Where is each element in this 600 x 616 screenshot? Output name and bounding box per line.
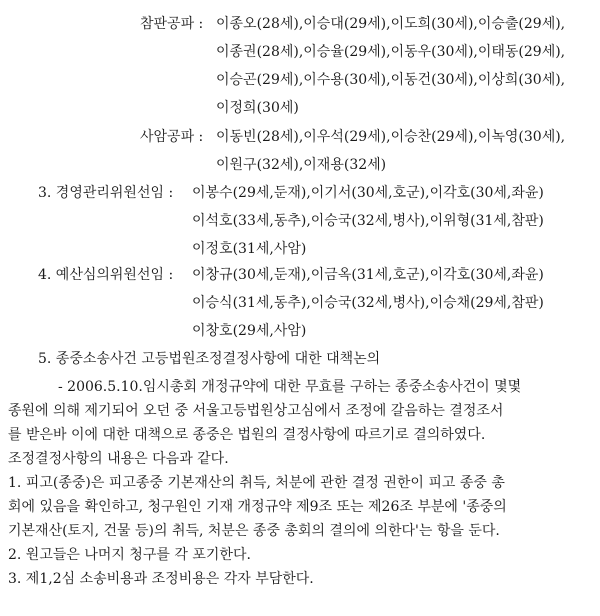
champan-line-4: 이정희(30세): [216, 100, 299, 116]
item4-line-3: 이창호(29세,사암): [192, 323, 307, 339]
item3-line-2: 이석호(33세,동추),이승국(32세,병사),이위형(31세,참판): [192, 213, 544, 229]
saam-label: 사암공파 :: [140, 129, 204, 145]
saam-line-1: 이동빈(28세),이우석(29세),이승찬(29세),이녹영(30세),: [216, 129, 566, 145]
item5-heading: 5. 종중소송사건 고등법원조정결정사항에 대한 대책논의: [38, 351, 381, 367]
item5-para-line-2: 종원에 의해 제기되어 오던 중 서울고등법원상고심에서 조정에 갈음하는 결정조서: [8, 403, 504, 419]
item5-point-1a: 1. 피고(종중)은 피고종중 기본재산의 취득, 처분에 관한 결정 권한이 피고 종중 총: [8, 475, 505, 491]
champan-line-2: 이종권(28세),이승율(29세),이동우(30세),이태동(29세),: [216, 44, 566, 60]
item4-line-2: 이승식(31세,동추),이승국(32세,병사),이승채(29세,참판): [192, 295, 544, 311]
item4-line-1: 이창규(30세,둔재),이금옥(31세,호군),이각호(30세,좌윤): [192, 267, 544, 283]
item5-point-3: 3. 제1,2심 소송비용과 조정비용은 각자 부담한다.: [8, 571, 314, 587]
champan-line-1: 이종오(28세),이승대(29세),이도희(30세),이승출(29세),: [216, 16, 566, 32]
champan-label: 참판공파 :: [140, 16, 204, 32]
item5-point-2: 2. 원고들은 나머지 청구를 각 포기한다.: [8, 547, 251, 563]
item5-point-1c: 기본재산(토지, 건물 등)의 취득, 처분은 종중 총회의 결의에 의한다'는 항을 둔다.: [8, 523, 500, 539]
champan-line-3: 이승곤(29세),이수용(30세),이동건(30세),이상희(30세),: [216, 72, 566, 88]
item5-intro: 조정결정사항의 내용은 다음과 같다.: [8, 451, 229, 467]
item3-label: 3. 경영관리위원선임 :: [38, 185, 174, 201]
item4-label: 4. 예산심의위원선임 :: [38, 267, 174, 283]
saam-line-2: 이원구(32세),이재용(32세): [216, 157, 387, 173]
item5-para-line-1: - 2006.5.10.임시총회 개정규약에 대한 무효를 구하는 종중소송사건이 몇몇: [58, 379, 522, 395]
item3-line-1: 이봉수(29세,둔재),이기서(30세,호군),이각호(30세,좌윤): [192, 185, 544, 201]
item3-line-3: 이정호(31세,사암): [192, 241, 307, 257]
item5-point-1b: 회에 있음을 확인하고, 청구원인 기재 개정규약 제9조 또는 제26조 부분에 '종중의: [8, 499, 507, 515]
item5-para-line-3: 를 받은바 이에 대한 대책으로 종중은 법원의 결정사항에 따르기로 결의하였다.: [8, 427, 486, 443]
